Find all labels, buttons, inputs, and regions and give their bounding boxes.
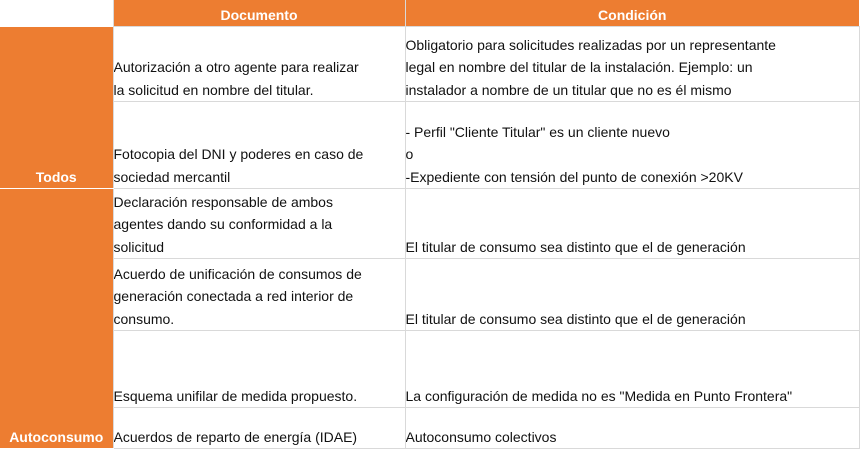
table-row (0, 189, 859, 259)
documento-cell (113, 102, 405, 189)
cell-line: Obligatorio para solicitudes realizadas por un representante (405, 36, 776, 53)
cell-line: - Perfil "Cliente Titular" es un cliente nuevo (405, 123, 670, 140)
header-row (0, 0, 859, 27)
documento-cell (113, 408, 405, 449)
header-corner (0, 0, 113, 27)
cell-line: Autorización a otro agente para realizar (113, 59, 359, 75)
condicion-cell (405, 189, 859, 259)
condicion-cell (405, 331, 859, 408)
table-row (0, 27, 859, 102)
cell-line: -Expediente con tensión del punto de conexión >20KV (405, 168, 743, 185)
cell-line: Esquema unifilar de medida propuesto. (113, 387, 358, 404)
cell-line: El titular de consumo sea distinto que el de generación (405, 310, 746, 327)
cell-line: legal en nombre del titular de la instalación. Ejemplo: un (405, 59, 753, 75)
condicion-cell (405, 408, 859, 449)
condicion-cell (405, 27, 859, 102)
cell-line: El titular de consumo sea distinto que el de generación (405, 238, 746, 255)
table-row (0, 102, 859, 189)
cell-line: instalador a nombre de un titular que no es él mismo (405, 81, 732, 98)
documento-cell (113, 189, 405, 259)
documento-cell (113, 331, 405, 408)
documento-cell (113, 27, 405, 102)
cell-line: Fotocopia del DNI y poderes en caso de (113, 146, 364, 162)
cell-line: Acuerdos de reparto de energía (IDAE) (113, 428, 358, 445)
table-row (0, 408, 859, 449)
header-condicion: Condición (405, 0, 859, 27)
cell-line: solicitud (113, 238, 165, 255)
header-documento: Documento (113, 0, 405, 27)
cell-line: Autoconsumo colectivos (405, 428, 557, 445)
cell-line: Declaración responsable de ambos (113, 193, 333, 210)
documento-cell (113, 259, 405, 331)
cell-line: o (405, 146, 414, 162)
cell-line: consumo. (113, 310, 175, 327)
cell-line: la solicitud en nombre del titular. (113, 81, 314, 98)
cell-line: La configuración de medida no es "Medida en Punto Frontera" (405, 387, 793, 404)
cell-line: sociedad mercantil (113, 168, 231, 185)
condicion-cell (405, 102, 859, 189)
cell-line: Acuerdo de unificación de consumos de (113, 265, 362, 282)
group-todos: Todos (0, 27, 113, 189)
cell-line: generación conectada a red interior de (113, 288, 354, 304)
group-autoconsumo: Autoconsumo (0, 189, 113, 449)
condicion-cell (405, 259, 859, 331)
table-row (0, 259, 859, 331)
cell-line: agentes dando su conformidad a la (113, 216, 333, 232)
table-row (0, 331, 859, 408)
